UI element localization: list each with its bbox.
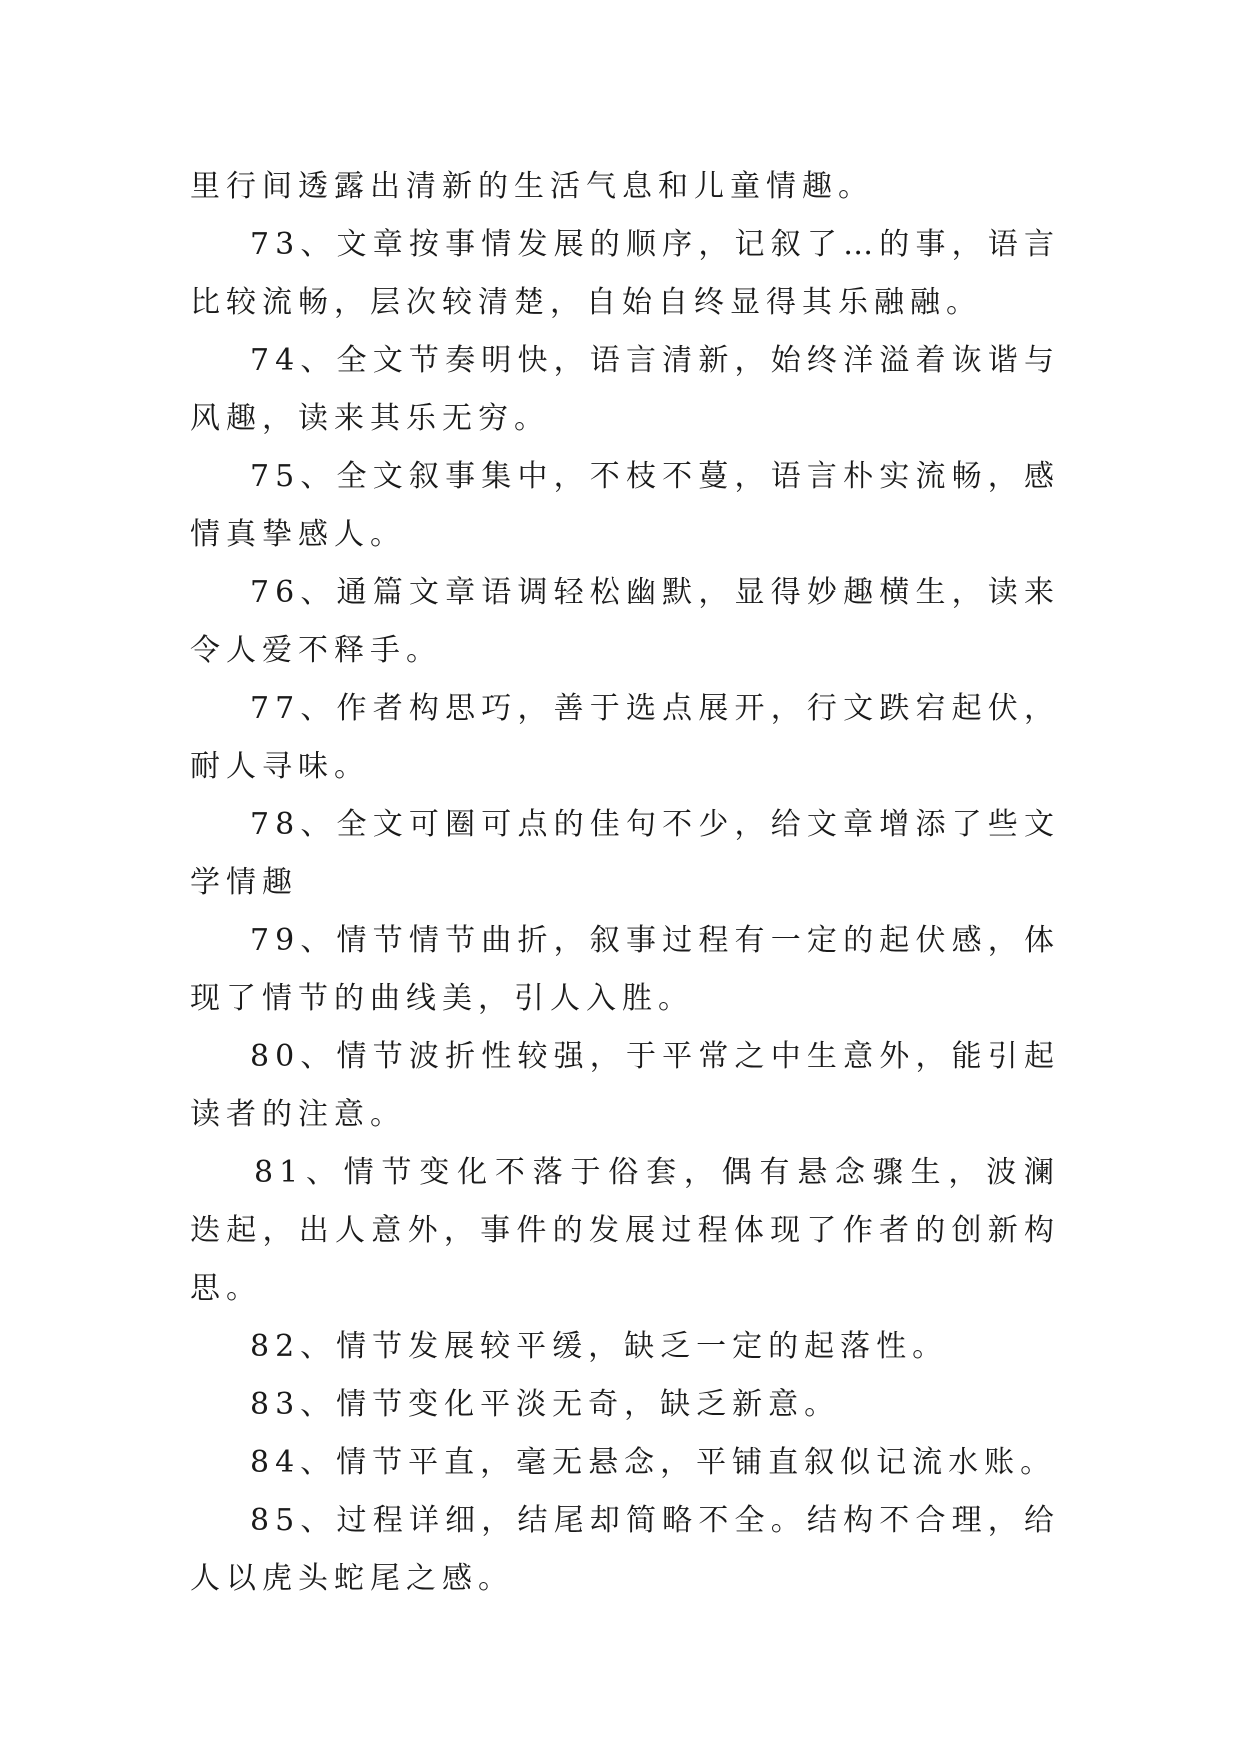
paragraph-item-74: 74、全文节奏明快，语言清新，始终洋溢着诙谐与风趣，读来其乐无穷。 — [190, 343, 1060, 436]
paragraph-item-78: 78、全文可圈可点的佳句不少，给文章增添了些文学情趣 — [190, 807, 1060, 900]
paragraph-item-79: 79、情节情节曲折，叙事过程有一定的起伏感，体现了情节的曲线美，引人入胜。 — [190, 923, 1060, 1016]
paragraph-item-81: 81、情节变化不落于俗套，偶有悬念骤生，波澜迭起，出人意外，事件的发展过程体现了作者的创新构思。 — [190, 1155, 1060, 1306]
paragraph-item-80: 80、情节波折性较强，于平常之中生意外，能引起读者的注意。 — [190, 1039, 1060, 1132]
paragraph-item-84: 84、情节平直，毫无悬念，平铺直叙似记流水账。 — [250, 1445, 1057, 1480]
paragraph-item-85: 85、过程详细，结尾却简略不全。结构不合理，给人以虎头蛇尾之感。 — [190, 1503, 1060, 1596]
paragraph-continuation: 里行间透露出清新的生活气息和儿童情趣。 — [190, 169, 874, 204]
document-body — [190, 158, 1060, 1608]
paragraph-item-75: 75、全文叙事集中，不枝不蔓，语言朴实流畅，感情真挚感人。 — [190, 459, 1060, 552]
paragraph-item-77: 77、作者构思巧，善于选点展开，行文跌宕起伏，耐人寻味。 — [190, 691, 1060, 784]
paragraph-item-76: 76、通篇文章语调轻松幽默，显得妙趣横生，读来令人爱不释手。 — [190, 575, 1060, 668]
paragraph-item-73: 73、文章按事情发展的顺序，记叙了…的事，语言比较流畅，层次较清楚，自始自终显得其乐融融。 — [190, 227, 1060, 320]
paragraph-item-83: 83、情节变化平淡无奇，缺乏新意。 — [250, 1387, 841, 1422]
paragraph-item-82: 82、情节发展较平缓，缺乏一定的起落性。 — [250, 1329, 949, 1364]
